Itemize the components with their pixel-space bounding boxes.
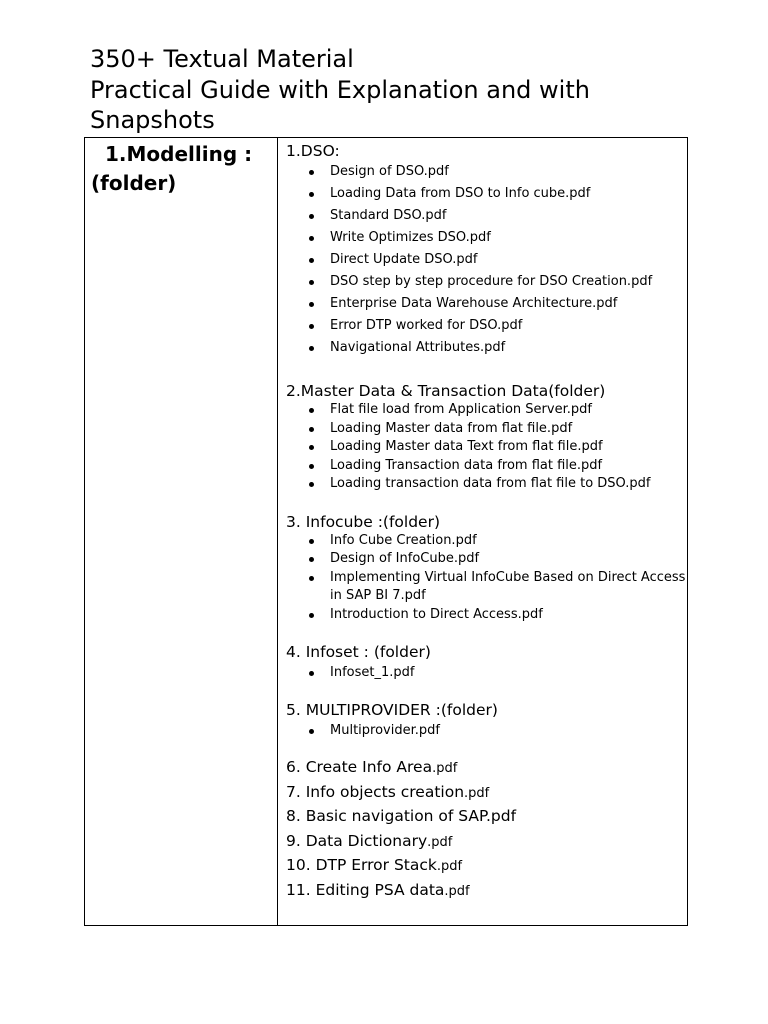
bullet-icon <box>309 324 314 329</box>
list-item <box>306 569 687 606</box>
heading-line-3: Snapshots <box>90 106 215 134</box>
list-item <box>306 420 687 439</box>
list-item <box>306 720 687 742</box>
table-row <box>85 138 688 926</box>
category-cell <box>85 138 278 926</box>
file-name: Info Cube Creation.pdf <box>330 532 477 548</box>
list-item <box>306 606 687 625</box>
file-name: 10. DTP Error Stack <box>286 856 437 874</box>
file-name: Write Optimizes DSO.pdf <box>330 230 491 245</box>
list-item <box>306 337 687 359</box>
file-name: Loading Data from DSO to Info cube.pdf <box>330 186 591 201</box>
bullet-icon <box>309 408 314 413</box>
category-label-line-1: 1.Modelling : <box>105 142 253 166</box>
bullet-icon <box>309 671 314 676</box>
section-title-infoset: 4. Infoset : (folder) <box>286 643 431 661</box>
file-list-cell <box>278 138 688 926</box>
file-name: Multiprovider.pdf <box>330 723 440 738</box>
list-item <box>286 756 687 781</box>
bullet-icon <box>309 192 314 197</box>
file-name: 7. Info objects creation <box>286 782 465 801</box>
section-title-dso: 1.DSO: <box>286 142 340 160</box>
infoset-file-list <box>286 662 687 684</box>
file-name: Flat file load from Application Server.pdf <box>330 402 592 417</box>
file-name: Design of DSO.pdf <box>330 164 449 179</box>
list-item <box>306 475 687 494</box>
file-name: Introduction to Direct Access.pdf <box>330 606 543 622</box>
file-name: Direct Update DSO.pdf <box>330 252 478 267</box>
bullet-icon <box>309 464 314 469</box>
bullet-icon <box>309 170 314 175</box>
file-name: Design of InfoCube.pdf <box>330 551 480 566</box>
list-item <box>306 401 687 420</box>
file-extension: .pdf <box>464 785 490 801</box>
file-extension: .pdf <box>436 859 463 874</box>
list-item <box>286 879 687 904</box>
master-data-file-list <box>286 401 687 494</box>
list-item <box>306 293 687 315</box>
bullet-icon <box>309 214 314 219</box>
list-item <box>306 249 687 271</box>
bullet-icon <box>309 482 314 487</box>
bullet-icon <box>309 236 314 241</box>
bullet-icon <box>309 729 314 734</box>
list-item <box>306 161 687 183</box>
bullet-icon <box>309 445 314 450</box>
heading-line-1: 350+ Textual Material <box>90 45 354 73</box>
dso-file-list <box>286 161 687 359</box>
file-name: Loading Transaction data from flat file.pdf <box>330 457 603 473</box>
file-name: 9. Data Dictionary <box>286 831 428 850</box>
bullet-icon <box>309 539 314 544</box>
category-label <box>85 138 277 198</box>
file-name: Loading Master data from flat file.pdf <box>330 420 573 436</box>
multiprovider-file-list <box>286 720 687 742</box>
list-item <box>286 805 687 830</box>
bullet-icon <box>309 280 314 285</box>
list-item <box>306 271 687 293</box>
list-item <box>306 662 687 684</box>
file-name: Infoset_1.pdf <box>330 665 415 680</box>
content-table <box>84 137 688 926</box>
bullet-icon <box>309 613 314 618</box>
bullet-icon <box>309 346 314 351</box>
list-item <box>306 227 687 249</box>
file-name: Loading transaction data from flat file to DSO.pdf <box>330 476 651 491</box>
file-name: Error DTP worked for DSO.pdf <box>330 318 523 333</box>
file-name: Implementing Virtual InfoCube Based on Direct Access in SAP BI 7.pdf <box>330 569 686 603</box>
list-item <box>306 205 687 227</box>
category-label-line-2: (folder) <box>91 171 177 195</box>
file-extension: .pdf <box>444 883 470 899</box>
file-name: 6. Create Info Area <box>286 758 433 776</box>
list-item <box>306 183 687 205</box>
infocube-file-list <box>286 532 687 625</box>
list-item <box>286 781 687 806</box>
file-name: Loading Master data Text from flat file.pdf <box>330 439 603 454</box>
numbered-file-list <box>286 756 687 903</box>
bullet-icon <box>309 557 314 562</box>
file-name: 8. Basic navigation of SAP.pdf <box>286 807 517 825</box>
document-heading <box>90 44 730 136</box>
file-extension: .pdf <box>427 834 453 850</box>
bullet-icon <box>309 576 314 581</box>
file-name: 11. Editing PSA data <box>286 880 445 899</box>
file-name: Enterprise Data Warehouse Architecture.pdf <box>330 296 618 311</box>
section-title-multiprovider: 5. MULTIPROVIDER :(folder) <box>286 701 498 719</box>
file-name: Navigational Attributes.pdf <box>330 340 506 355</box>
section-title-master-data: 2.Master Data & Transaction Data(folder) <box>286 382 606 400</box>
list-item <box>306 532 687 551</box>
heading-line-2: Practical Guide with Explanation and with <box>90 75 590 104</box>
list-item <box>306 457 687 476</box>
list-item <box>286 854 687 879</box>
bullet-icon <box>309 258 314 263</box>
list-item <box>306 315 687 337</box>
list-item <box>306 438 687 457</box>
file-name: DSO step by step procedure for DSO Creation.pdf <box>330 274 653 289</box>
file-name: Standard DSO.pdf <box>330 208 447 223</box>
list-item <box>306 550 687 569</box>
list-item <box>286 830 687 855</box>
bullet-icon <box>309 302 314 307</box>
bullet-icon <box>309 427 314 432</box>
section-title-infocube: 3. Infocube :(folder) <box>286 512 441 531</box>
file-extension: .pdf <box>432 761 458 776</box>
